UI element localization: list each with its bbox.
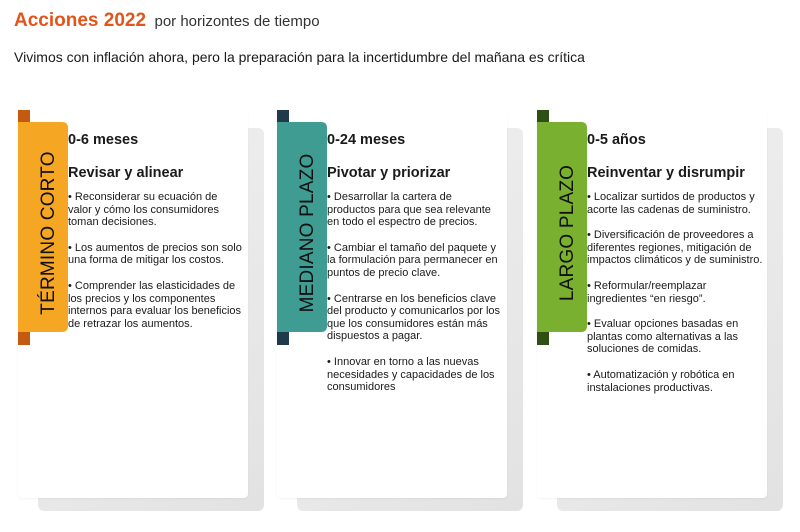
- card-heading: Pivotar y priorizar: [327, 165, 451, 181]
- page-title: [14, 10, 320, 32]
- bullet-item: • Reconsiderar su ecuación de valor y cómo los consumidores toman decisiones.: [68, 191, 220, 229]
- horizon-card-short-term: [18, 110, 250, 505]
- bullet-item: • Reformular/reemplazar ingredientes “en riesgo”.: [587, 279, 707, 305]
- card-heading: Reinventar y disrumpir: [587, 165, 745, 181]
- bullet-item: • Automatización y robótica en instalaciones productivas.: [587, 368, 735, 394]
- card-content: [327, 132, 503, 407]
- page-subtitle: Vivimos con inflación ahora, pero la preparación para la incertidumbre del mañana es crítica: [14, 49, 585, 65]
- bullet-item: • Los aumentos de precios son solo una forma de mitigar los costos.: [68, 241, 242, 267]
- title-suffix: por horizontes de tiempo: [154, 13, 320, 30]
- bullet-item: • Comprender las elasticidades de los precios y los componentes internos para evaluar los beneficios de retrazar los aumentos.: [68, 279, 242, 330]
- tab-ribbon: [18, 110, 68, 350]
- time-period: 0-6 meses: [68, 132, 139, 148]
- bullet-item: • Diversificación de proveedores a diferentes regiones, mitigación de impactos climáticos y de suministro.: [587, 229, 763, 267]
- tab-ribbon: [277, 110, 327, 350]
- card-body: [18, 110, 248, 498]
- card-body: [277, 110, 507, 498]
- card-body: [537, 110, 767, 498]
- bullet-item: • Evaluar opciones basadas en plantas como alternativas a las soluciones de comidas.: [587, 318, 739, 356]
- tab-label: MEDIANO PLAZO: [297, 153, 318, 313]
- bullet-item: • Cambiar el tamaño del paquete y la formulación para permanecer en puntos de precio clave.: [327, 241, 498, 279]
- tab-ribbon: [537, 110, 587, 350]
- time-period: 0-24 meses: [327, 132, 406, 148]
- card-heading: Revisar y alinear: [68, 165, 184, 181]
- title-main: Acciones 2022: [14, 10, 147, 31]
- tab-label: LARGO PLAZO: [557, 164, 578, 302]
- card-content: [68, 132, 244, 343]
- bullet-item: • Centrarse en los beneficios clave del producto y comunicarlos por los que los consumidores están más dispuestos a pagar.: [327, 292, 501, 343]
- horizon-card-mid-term: [277, 110, 509, 505]
- bullet-item: • Desarrollar la cartera de productos para que sea relevante en todo el espectro de precios.: [327, 191, 491, 229]
- tab-label: TÉRMINO CORTO: [38, 151, 59, 315]
- bullet-item: • Localizar surtidos de productos y acorte las cadenas de suministro.: [587, 191, 755, 216]
- card-content: [587, 132, 763, 407]
- bullet-item: • Innovar en torno a las nuevas necesidades y capacidades de los consumidores: [327, 355, 495, 394]
- horizon-card-long-term: [537, 110, 769, 505]
- time-period: 0-5 años: [587, 132, 646, 148]
